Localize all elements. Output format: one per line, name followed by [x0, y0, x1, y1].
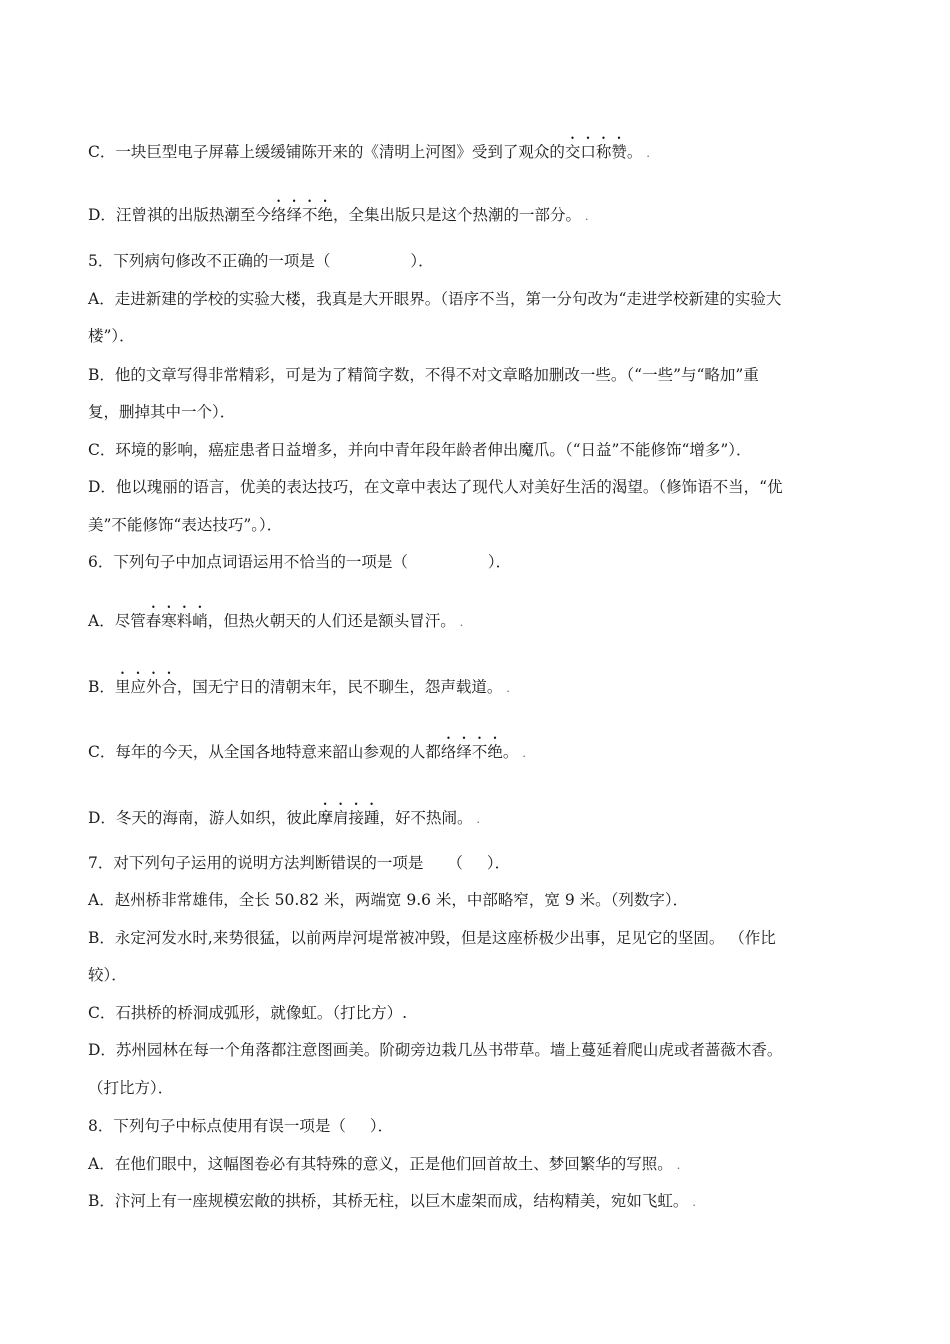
option-d-continuation: （打比方）．	[88, 1079, 174, 1097]
option-d-continuation: 美”不能修饰“表达技巧”。）．	[88, 516, 283, 534]
option-a-continuation: 楼”）．	[88, 327, 135, 345]
emphasized-phrase: 交口称赞	[564, 143, 627, 161]
question-8-title: 8．下列句子中标点使用有误一项是（ ）．	[88, 1117, 394, 1135]
option-a-line: A．走进新建的学校的实验大楼，我真是大开眼界。（语序不当，第一分句改为“走进学校新建的实验大	[88, 290, 782, 308]
question-6-title: 6．下列句子中加点词语运用不恰当的一项是（ ）．	[88, 553, 512, 571]
option-b-line: B．汴河上有一座规模宏敞的拱桥，其桥无柱，以巨木虚架而成，结构精美，宛如飞虹。 .	[88, 1192, 696, 1210]
option-a-line: A．尽管春寒料峭，但热火朝天的人们还是额头冒汗。 .	[88, 612, 464, 630]
option-b-line: B．里应外合，国无宁日的清朝末年，民不聊生，怨声载道。 .	[88, 678, 510, 696]
option-b-line: B．他的文章写得非常精彩，可是为了精简字数，不得不对文章略加删改一些。（“一些”与“略加”重	[88, 366, 759, 384]
option-a-line: A．在他们眼中，这幅图卷必有其特殊的意义，正是他们回首故土、梦回繁华的写照。 .	[88, 1155, 681, 1173]
option-d-line: D．苏州园林在每一个角落都注意图画美。阶砌旁边栽几丛书带草。墙上蔓延着爬山虎或者蔷薇木香。	[88, 1041, 783, 1059]
option-d-line: D．冬天的海南，游人如织，彼此摩肩接踵，好不热闹。 .	[88, 809, 480, 827]
question-5-title: 5．下列病句修改不正确的一项是（ ）．	[88, 252, 434, 270]
option-d-line: D．他以瑰丽的语言，优美的表达技巧，在文章中表达了现代人对美好生活的渴望。（修饰语不当，“优	[88, 478, 783, 496]
option-b-line: B．永定河发水时,来势很猛，以前两岸河堤常被冲毁，但是这座桥极少出事，足见它的坚固。 （作比	[88, 929, 776, 947]
option-d-line: D．汪曾祺的出版热潮至今络绎不绝，全集出版只是这个热潮的一部分。 .	[88, 206, 589, 224]
emphasized-phrase: 春寒料峭	[145, 612, 208, 630]
option-c-line: C．每年的今天，从全国各地特意来韶山参观的人都络绎不绝。 .	[88, 743, 526, 761]
option-c-line: C．一块巨型电子屏幕上缓缓铺陈开来的《清明上河图》受到了观众的交口称赞。 .	[88, 143, 650, 161]
emphasized-phrase: 络绎不绝	[440, 743, 503, 761]
emphasized-phrase: 络绎不绝	[270, 206, 333, 224]
option-c-line: C．环境的影响，癌症患者日益增多，并向中青年段年龄者伸出魔爪。（“日益”不能修饰“增多”）．	[88, 441, 752, 459]
option-b-continuation: 复，删掉其中一个）．	[88, 403, 236, 421]
option-a-line: A．赵州桥非常雄伟，全长 50.82 米，两端宽 9.6 米，中部略窄，宽 9 米。（列数字）．	[88, 891, 689, 909]
emphasized-phrase: 摩肩接踵	[317, 809, 380, 827]
emphasized-phrase: 里应外合	[114, 678, 177, 696]
question-7-title: 7．对下列句子运用的说明方法判断错误的一项是 （ ）．	[88, 854, 511, 872]
option-c-line: C．石拱桥的桥洞成弧形，就像虹。（打比方）.	[88, 1004, 408, 1022]
option-b-continuation: 较）．	[88, 966, 127, 984]
